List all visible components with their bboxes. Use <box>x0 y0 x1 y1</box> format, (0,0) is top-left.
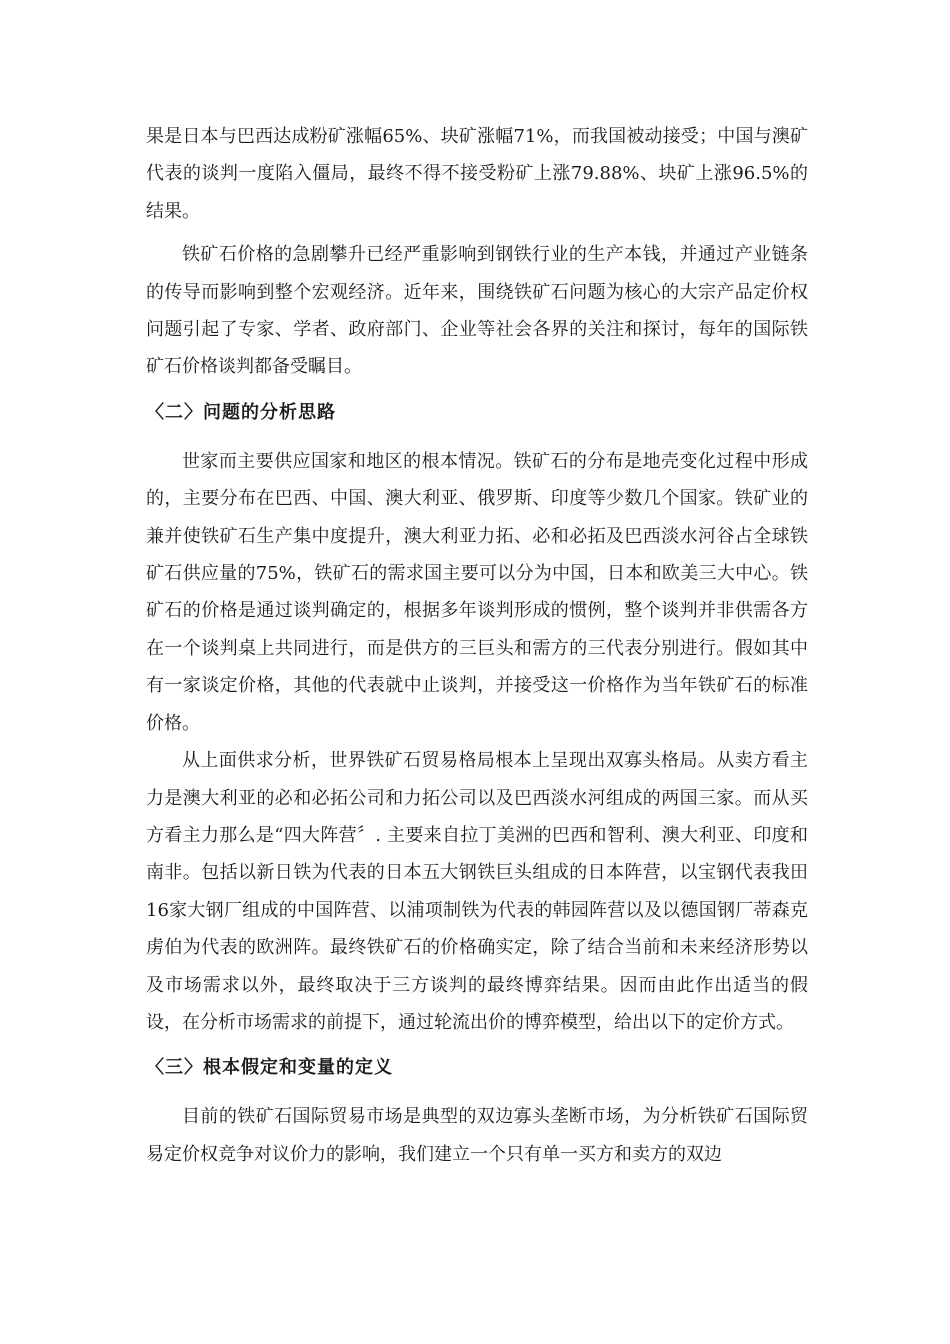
paragraph-supply-distribution: 世家而主要供应国家和地区的根本情况。铁矿石的分布是地壳变化过程中形成的，主要分布在巴西、中国、澳大利亚、俄罗斯、印度等少数几个国家。铁矿业的兼并使铁矿石生产集中度提升，澳大利亚力拓、必和必拓及巴西淡水河谷占全球铁矿石供应量的75%，铁矿石的需求国主要可以分为中国，日本和欧美三大中心。铁矿石的价格是通过谈判确定的，根据多年谈判形成的惯例，整个谈判并非供需各方在一个谈判桌上共同进行，而是供方的三巨头和需方的三代表分别进行。假如其中有一家谈定价格，其他的代表就中止谈判，并接受这一价格作为当年铁矿石的标准价格。 <box>146 450 808 734</box>
document-page <box>146 118 808 1173</box>
paragraph-cost-impact: 铁矿石价格的急剧攀升已经严重影响到钢铁行业的生产本钱，并通过产业链条的传导而影响到整个宏观经济。近年来，围绕铁矿石问题为核心的大宗产品定价权问题引起了专家、学者、政府部门、企业等社会各界的关注和探讨，每年的国际铁矿石价格谈判都备受瞩目。 <box>146 244 808 378</box>
paragraph-price-results: 果是日本与巴西达成粉矿涨幅65%、块矿涨幅71%，而我国被动接受；中国与澳矿代表的谈判一度陷入僵局，最终不得不接受粉矿上涨79.88%、块矿上涨96.5%的结果。 <box>146 126 808 222</box>
paragraph-bilateral-oligopoly: 目前的铁矿石国际贸易市场是典型的双边寡头垄断市场，为分析铁矿石国际贸易定价权竞争对议价力的影响，我们建立一个只有单一买方和卖方的双边 <box>146 1106 808 1165</box>
section-heading-analysis: 〈二〉问题的分析思路 <box>146 401 336 423</box>
section-heading-assumptions: 〈三〉根本假定和变量的定义 <box>146 1057 393 1079</box>
paragraph-market-structure: 从上面供求分析，世界铁矿石贸易格局根本上呈现出双寡头格局。从卖方看主力是澳大利亚的必和必拓公司和力拓公司以及巴西淡水河组成的两国三家。而从买方看主力那么是“四大阵营〞. 主要来自拉丁美洲的巴西和智利、澳大利亚、印度和南非。包括以新日铁为代表的日本五大钢铁巨头组成的日本阵营，以宝钢代表我田16家大钢厂组成的中国阵营、以浦项制铁为代表的韩园阵营以及以德国钢厂蒂森克虏伯为代表的欧洲阵。最终铁矿石的价格确实定，除了结合当前和未来经济形势以及市场需求以外，最终取决于三方谈判的最终博弈结果。因而由此作出适当的假设，在分析市场需求的前提下，通过轮流出价的博弈模型，给出以下的定价方式。 <box>146 750 808 1033</box>
